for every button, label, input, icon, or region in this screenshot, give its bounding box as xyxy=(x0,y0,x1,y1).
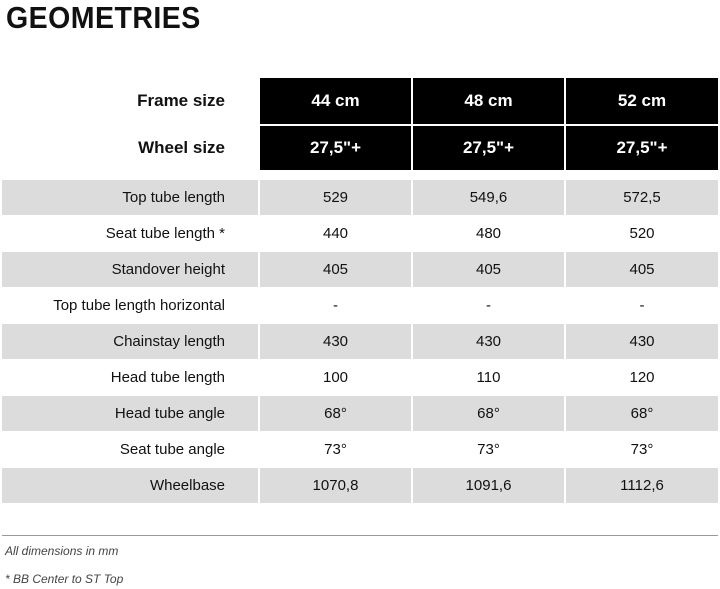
dimensions-note: All dimensions in mm xyxy=(5,544,119,558)
divider xyxy=(2,535,718,536)
row-value: 110 xyxy=(476,369,501,386)
row-value: - xyxy=(486,297,491,314)
row-value: 430 xyxy=(260,324,411,359)
row-value: 520 xyxy=(629,225,655,242)
row-label: Seat tube angle xyxy=(119,441,225,458)
row-value: 430 xyxy=(413,324,564,359)
row-value: 100 xyxy=(322,369,349,386)
wheel-size-value: 27,5"+ xyxy=(566,126,718,170)
row-value: 549,6 xyxy=(413,180,564,215)
row-value: 572,5 xyxy=(566,180,718,215)
row-value: 120 xyxy=(629,369,655,386)
row-value: 1112,6 xyxy=(566,468,718,503)
row-value: 405 xyxy=(260,252,411,287)
row-value: 68° xyxy=(260,396,411,431)
page-title: GEOMETRIES xyxy=(6,0,201,35)
row-value: 73° xyxy=(477,441,500,458)
row-value: 1070,8 xyxy=(260,468,411,503)
row-value: - xyxy=(333,297,338,314)
row-label: Head tube angle xyxy=(2,396,258,431)
row-value: 440 xyxy=(322,225,349,242)
frame-size-value: 52 cm xyxy=(566,78,718,124)
row-value: 73° xyxy=(630,441,654,458)
row-value: 405 xyxy=(566,252,718,287)
row-value: 405 xyxy=(413,252,564,287)
row-value: 68° xyxy=(413,396,564,431)
wheel-size-value: 27,5"+ xyxy=(260,126,411,170)
footnote-bb-center: * BB Center to ST Top xyxy=(5,572,124,586)
row-value: 480 xyxy=(475,225,502,242)
row-label: Head tube length xyxy=(110,369,225,386)
frame-size-value: 44 cm xyxy=(260,78,411,124)
wheel-size-value: 27,5"+ xyxy=(413,126,564,170)
row-label: Top tube length xyxy=(2,180,258,215)
row-value: 529 xyxy=(260,180,411,215)
row-label: Seat tube length * xyxy=(105,225,225,242)
frame-size-value: 48 cm xyxy=(413,78,564,124)
row-label: Chainstay length xyxy=(2,324,258,359)
row-value: 68° xyxy=(566,396,718,431)
row-value: 73° xyxy=(324,441,347,458)
row-value: 1091,6 xyxy=(413,468,564,503)
row-value: 430 xyxy=(566,324,718,359)
row-value: - xyxy=(639,297,645,314)
row-label: Top tube length horizontal xyxy=(53,297,225,314)
row-label: Wheelbase xyxy=(2,468,258,503)
frame-size-label: Frame size xyxy=(137,91,225,110)
wheel-size-label: Wheel size xyxy=(138,138,225,157)
row-label: Standover height xyxy=(2,252,258,287)
